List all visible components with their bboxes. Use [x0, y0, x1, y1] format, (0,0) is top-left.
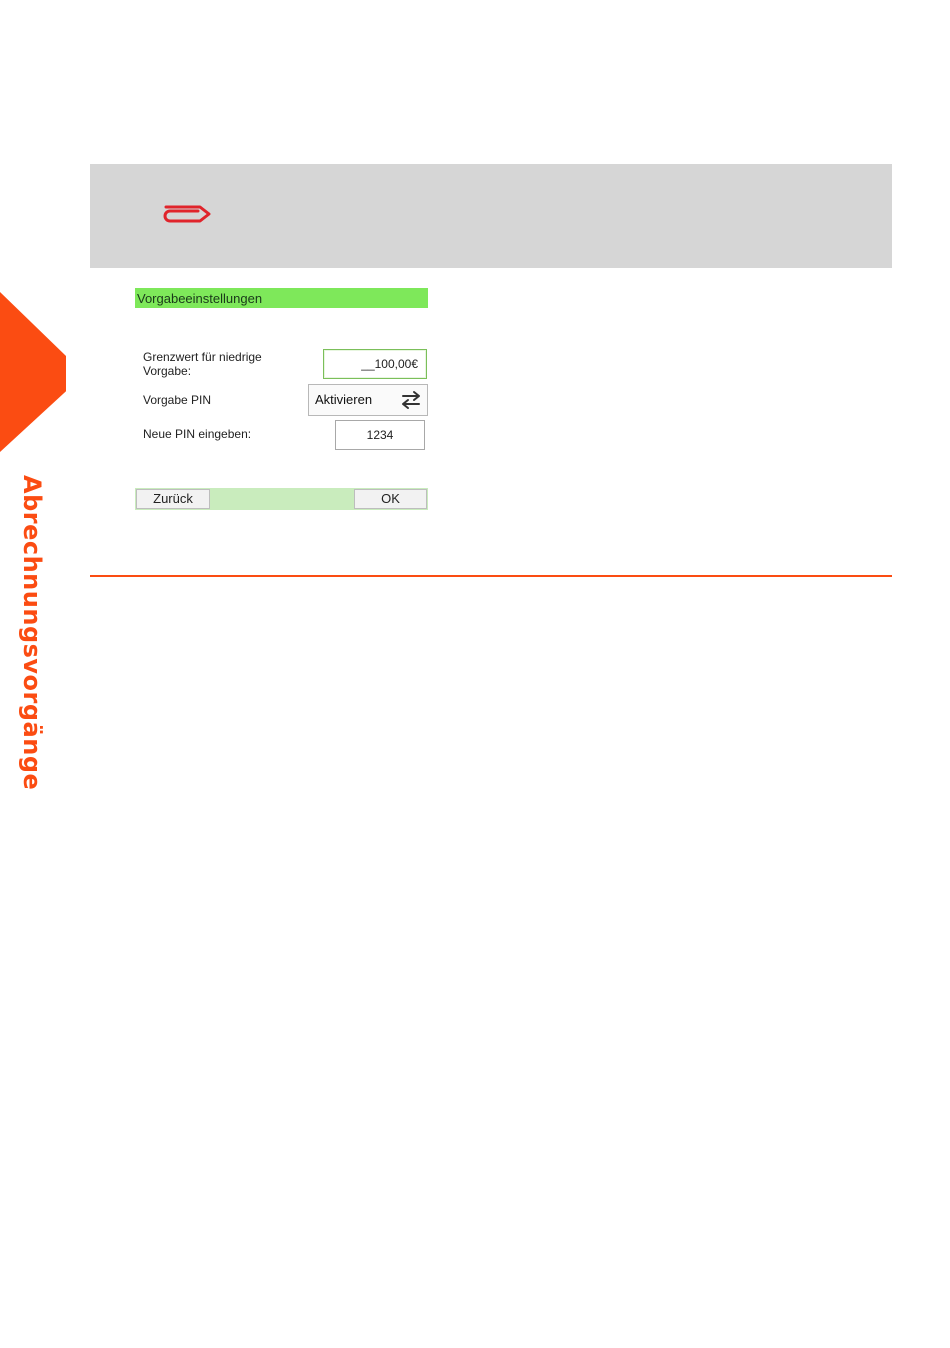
back-button[interactable]: Zurück — [136, 489, 210, 509]
side-tab — [0, 292, 66, 452]
threshold-label: Grenzwert für niedrige Vorgabe: — [143, 350, 262, 378]
swap-arrows-icon — [399, 390, 423, 410]
screen-title: Vorgabeeinstellungen — [135, 288, 428, 308]
paperclip-note-icon — [162, 202, 214, 226]
section-side-label: Abrechnungsvorgänge — [18, 475, 46, 791]
pin-toggle-button[interactable] — [308, 384, 428, 416]
section-divider — [90, 575, 892, 577]
note-box — [90, 164, 892, 268]
new-pin-label: Neue PIN eingeben: — [143, 427, 252, 441]
device-screen — [135, 288, 428, 510]
threshold-field[interactable]: __100,00€ — [323, 349, 427, 379]
ok-button[interactable]: OK — [354, 489, 427, 509]
pin-toggle-label: Aktivieren — [315, 392, 373, 407]
new-pin-field[interactable]: 1234 — [335, 420, 425, 450]
pin-label: Vorgabe PIN — [143, 393, 212, 407]
